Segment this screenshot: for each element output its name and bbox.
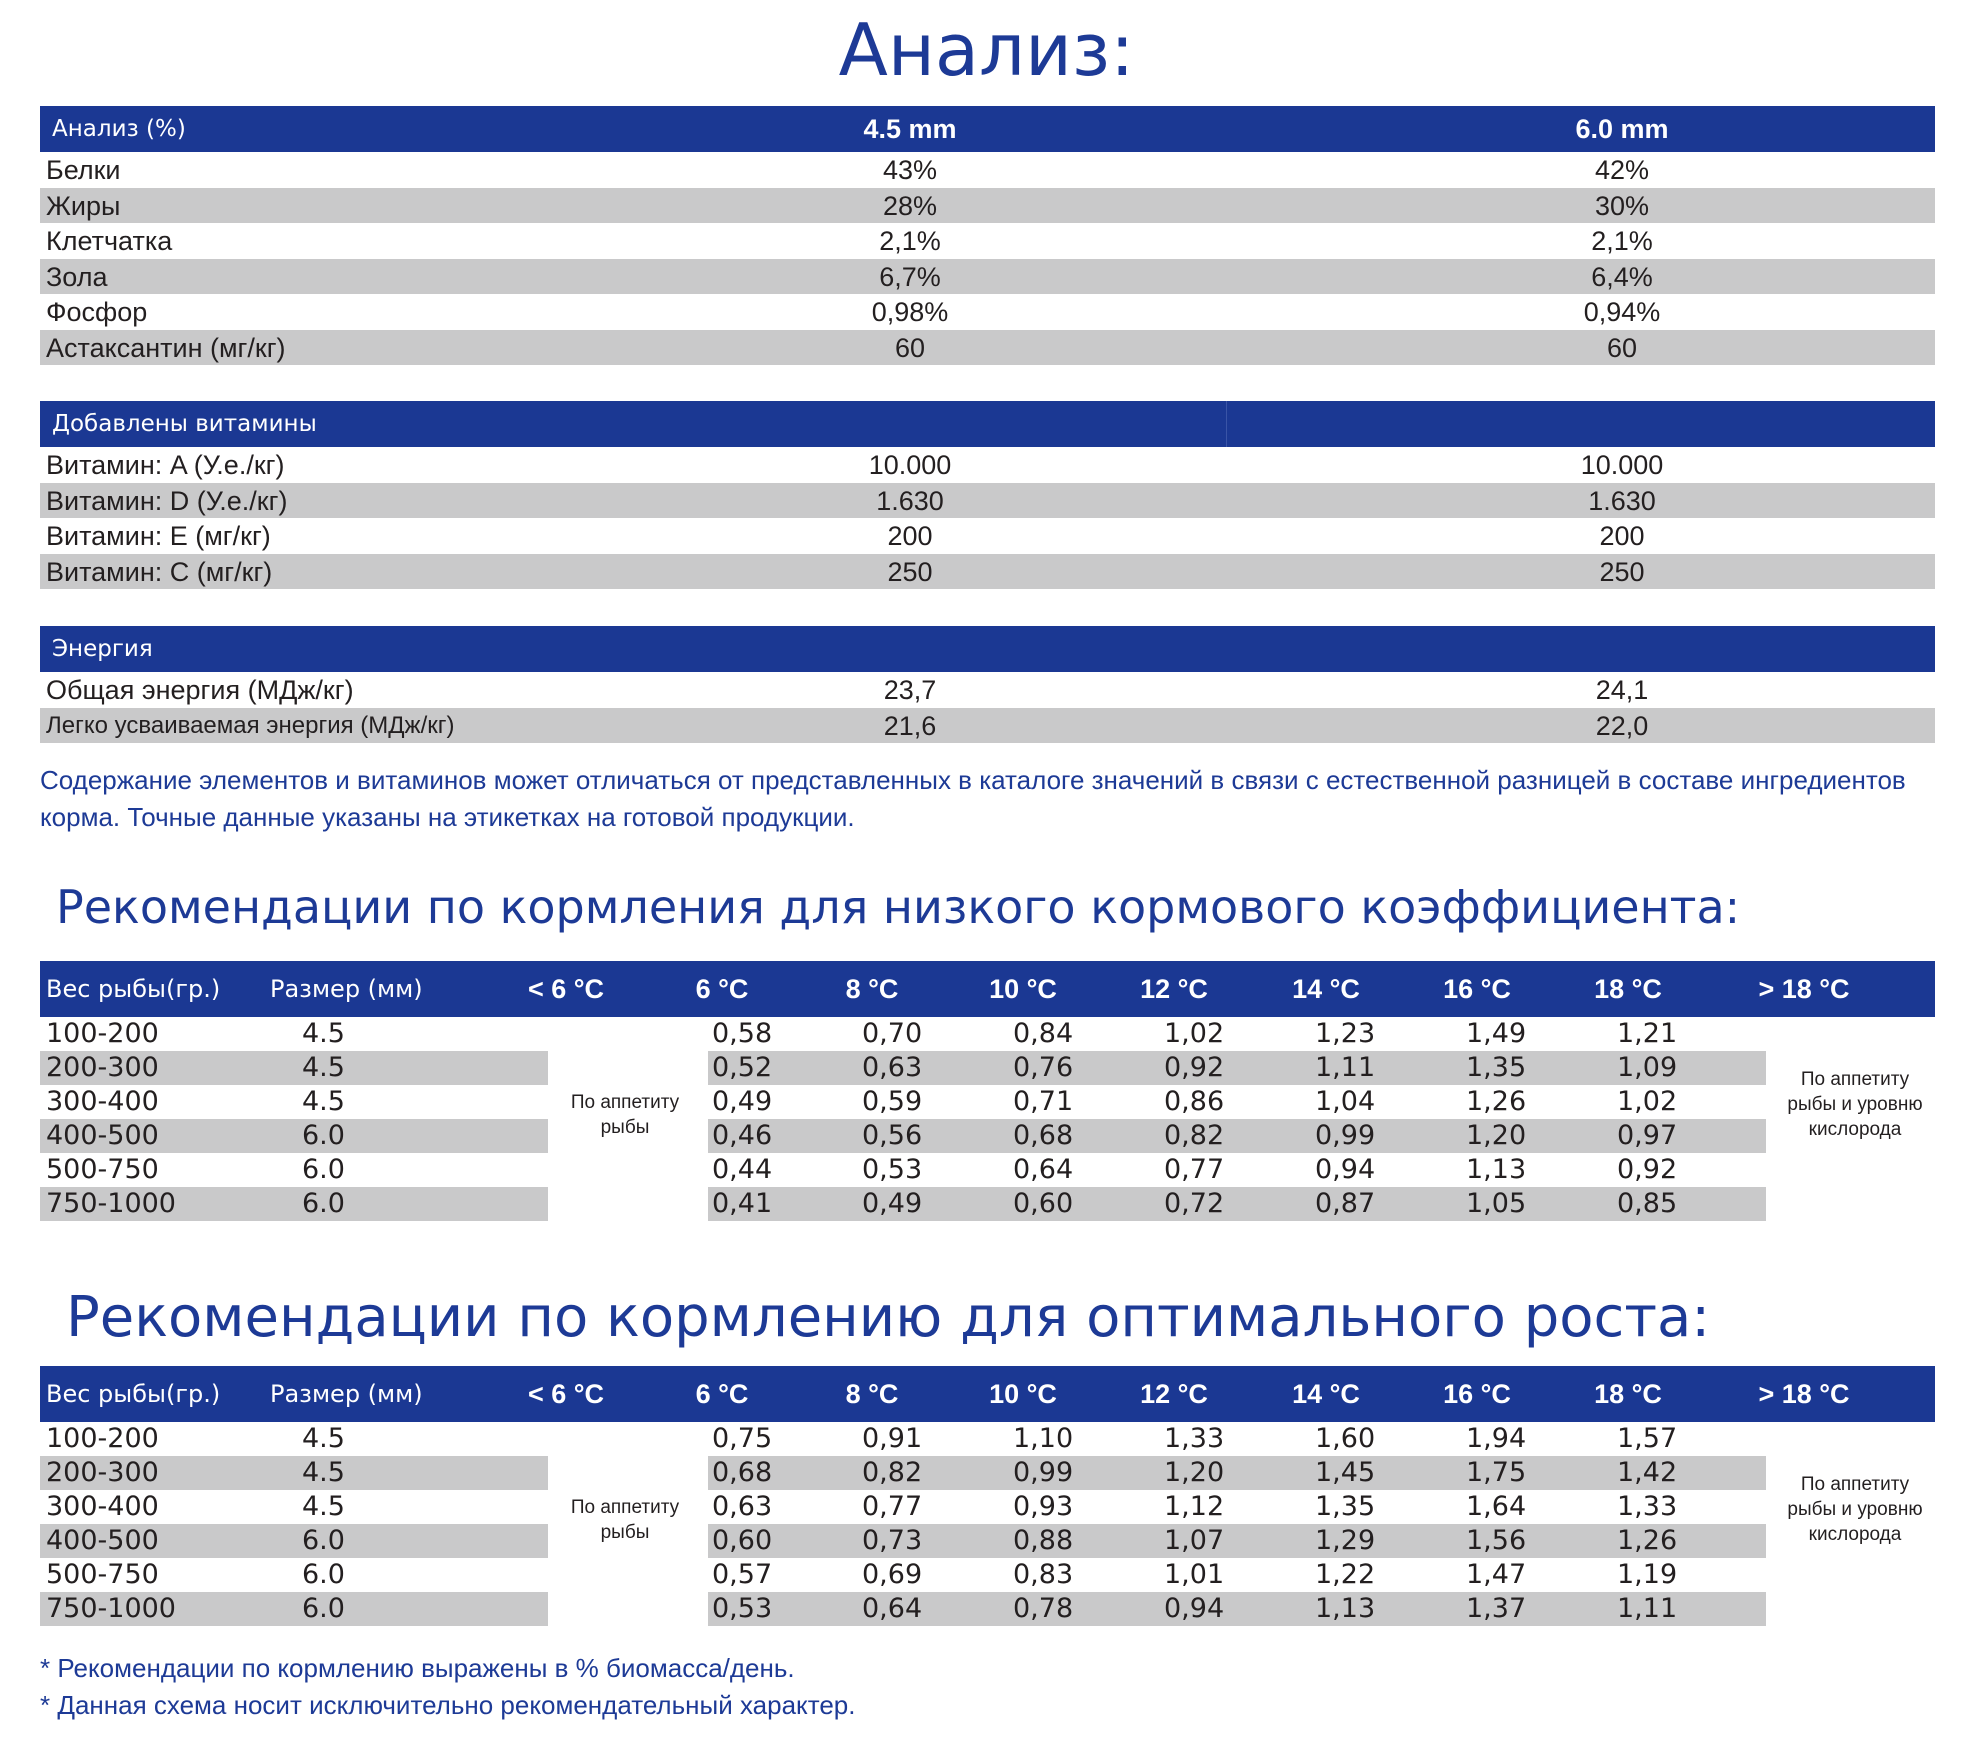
row-value: 0,86 — [1164, 1086, 1225, 1117]
optimal-title: Рекомендации по кормлению для оптимального роста: — [66, 1285, 1711, 1350]
optimal-table — [40, 1366, 1935, 1626]
row-size: 4.5 — [302, 1491, 345, 1522]
row-size: 4.5 — [302, 1052, 345, 1083]
table-row — [40, 1558, 1935, 1592]
row-value: 0,92 — [1164, 1052, 1225, 1083]
row-value-2: 24,1 — [1595, 675, 1649, 705]
row-weight: 300-400 — [46, 1491, 159, 1522]
row-value-1: 23,7 — [883, 675, 937, 705]
row-value: 0,77 — [862, 1491, 923, 1522]
header-temp: 16 °C — [1443, 974, 1511, 1004]
table-row — [40, 1524, 1935, 1558]
vitamins-header-label: Добавлены витамины — [52, 411, 317, 437]
row-label: Жиры — [46, 190, 121, 221]
row-value: 1,20 — [1466, 1120, 1527, 1151]
row-label: Астаксантин (мг/кг) — [46, 332, 286, 363]
energy-row — [40, 708, 1935, 744]
row-value: 1,12 — [1164, 1491, 1225, 1522]
row-value: 1,05 — [1466, 1188, 1527, 1219]
row-value: 1,64 — [1466, 1491, 1527, 1522]
row-value-1: 250 — [887, 556, 933, 587]
row-value: 0,94 — [1164, 1593, 1225, 1624]
row-value: 0,58 — [712, 1018, 773, 1049]
row-size: 6.0 — [302, 1154, 345, 1185]
appetite-note-left: По аппетиту рыбы — [570, 1092, 680, 1138]
row-value-2: 22,0 — [1595, 710, 1649, 741]
row-value: 0,92 — [1617, 1154, 1678, 1185]
footnote-2: * Данная схема носит исключительно рекомендательный характер. — [40, 1690, 856, 1720]
row-value: 1,94 — [1466, 1423, 1527, 1454]
row-value-1: 0,98% — [871, 297, 949, 327]
row-value-2: 0,94% — [1583, 297, 1661, 327]
row-value-1: 1.630 — [876, 485, 944, 516]
row-value-2: 30% — [1594, 190, 1650, 221]
row-value: 0,68 — [1013, 1120, 1074, 1151]
vitamins-row — [40, 554, 1935, 590]
row-size: 4.5 — [302, 1018, 345, 1049]
row-value: 0,57 — [712, 1559, 773, 1590]
row-value: 1,10 — [1013, 1423, 1074, 1454]
row-value: 1,21 — [1617, 1018, 1678, 1049]
row-value-2: 60 — [1606, 332, 1638, 363]
table-row — [40, 1422, 1935, 1456]
row-value: 1,75 — [1466, 1457, 1527, 1488]
row-size: 6.0 — [302, 1559, 345, 1590]
row-value: 1,20 — [1164, 1457, 1225, 1488]
row-weight: 400-500 — [46, 1525, 159, 1556]
disclaimer-note: Содержание элементов и витаминов может отличаться от представленных в каталоге значений в связи с естественной разницей в составе ингредиентов корма. Точные данные указаны на этикетках на готовой продукции. — [40, 765, 1906, 832]
header-temp: 14 °C — [1292, 1379, 1360, 1409]
low-fcr-table — [40, 961, 1935, 1221]
row-value: 1,60 — [1315, 1423, 1376, 1454]
row-value: 1,26 — [1466, 1086, 1527, 1117]
appetite-note-right: По аппетиту рыбы и уровню кислорода — [1787, 1069, 1923, 1140]
row-value: 1,11 — [1315, 1052, 1376, 1083]
row-value: 0,93 — [1013, 1491, 1074, 1522]
row-value: 1,09 — [1617, 1052, 1678, 1083]
row-value: 1,33 — [1617, 1491, 1678, 1522]
row-value: 0,44 — [712, 1154, 773, 1185]
row-weight: 200-300 — [46, 1052, 159, 1083]
row-value-2: 42% — [1594, 155, 1650, 185]
row-value: 0,76 — [1013, 1052, 1074, 1083]
row-value: 0,94 — [1315, 1154, 1376, 1185]
table-row — [40, 1592, 1935, 1626]
table-row — [40, 1051, 1935, 1085]
row-weight: 750-1000 — [46, 1188, 176, 1219]
row-value-2: 1.630 — [1588, 485, 1656, 516]
vitamins-table — [40, 401, 1935, 589]
row-value: 1,19 — [1617, 1559, 1678, 1590]
table-row — [40, 1153, 1935, 1187]
row-value: 0,52 — [712, 1052, 773, 1083]
row-weight: 100-200 — [46, 1018, 159, 1049]
header-divider — [1226, 401, 1227, 447]
row-weight: 500-750 — [46, 1154, 159, 1185]
header-temp: 6 °C — [695, 1379, 749, 1409]
row-value: 0,75 — [712, 1423, 773, 1454]
row-value: 0,49 — [712, 1086, 773, 1117]
row-label: Легко усваиваемая энергия (МДж/кг) — [46, 711, 455, 739]
row-value: 0,60 — [712, 1525, 773, 1556]
row-value: 1,49 — [1466, 1018, 1527, 1049]
row-value: 0,64 — [862, 1593, 923, 1624]
row-value: 0,78 — [1013, 1593, 1074, 1624]
appetite-note-right: По аппетиту рыбы и уровню кислорода — [1787, 1474, 1923, 1545]
row-value: 0,82 — [1164, 1120, 1225, 1151]
row-label: Общая энергия (МДж/кг) — [46, 675, 354, 705]
header-temp: 14 °C — [1292, 974, 1360, 1004]
row-value: 1,13 — [1315, 1593, 1376, 1624]
table-row — [40, 1085, 1935, 1119]
header-temp: 18 °C — [1594, 1379, 1662, 1409]
row-value: 0,88 — [1013, 1525, 1074, 1556]
analysis-row — [40, 152, 1935, 188]
analysis-header-col2: 6.0 mm — [1575, 114, 1669, 144]
row-label: Зола — [46, 261, 108, 292]
analysis-header — [40, 106, 1935, 152]
row-value-1: 10.000 — [868, 450, 952, 480]
row-weight: 750-1000 — [46, 1593, 176, 1624]
analysis-row — [40, 330, 1935, 366]
row-value: 0,82 — [862, 1457, 923, 1488]
row-label: Витамин: A (У.е./кг) — [46, 450, 285, 480]
row-weight: 300-400 — [46, 1086, 159, 1117]
row-size: 6.0 — [302, 1593, 345, 1624]
row-size: 6.0 — [302, 1120, 345, 1151]
header-size: Размер (мм) — [270, 975, 423, 1003]
row-value: 1,56 — [1466, 1525, 1527, 1556]
header-temp: 16 °C — [1443, 1379, 1511, 1409]
vitamins-header — [40, 401, 1935, 447]
row-value: 0,59 — [862, 1086, 923, 1117]
energy-table — [40, 626, 1935, 743]
row-weight: 500-750 — [46, 1559, 159, 1590]
analysis-row — [40, 259, 1935, 295]
table-row — [40, 1456, 1935, 1490]
row-value: 0,46 — [712, 1120, 773, 1151]
row-value-1: 200 — [887, 521, 933, 551]
row-value-2: 200 — [1599, 521, 1645, 551]
page-title: Анализ: — [838, 8, 1135, 92]
table-row — [40, 1017, 1935, 1051]
header-weight: Вес рыбы(гр.) — [46, 1380, 221, 1408]
row-value-2: 2,1% — [1591, 226, 1653, 256]
vitamins-row — [40, 483, 1935, 519]
row-value: 0,91 — [862, 1423, 923, 1454]
analysis-row — [40, 294, 1935, 330]
row-value-1: 2,1% — [879, 226, 941, 256]
feeding-header — [40, 1366, 1935, 1422]
row-label: Витамин: D (У.е./кг) — [46, 485, 288, 516]
row-value-1: 6,7% — [879, 261, 941, 292]
row-value-1: 60 — [894, 332, 926, 363]
row-value: 1,47 — [1466, 1559, 1527, 1590]
row-label: Фосфор — [46, 297, 148, 327]
header-temp: 12 °C — [1140, 1379, 1208, 1409]
row-size: 6.0 — [302, 1188, 345, 1219]
header-temp: 10 °C — [989, 974, 1057, 1004]
row-value: 1,07 — [1164, 1525, 1225, 1556]
header-size: Размер (мм) — [270, 1380, 423, 1408]
row-value: 1,35 — [1315, 1491, 1376, 1522]
vitamins-row — [40, 447, 1935, 483]
row-value: 1,57 — [1617, 1423, 1678, 1454]
row-value: 1,26 — [1617, 1525, 1678, 1556]
row-value: 0,72 — [1164, 1188, 1225, 1219]
row-value: 1,37 — [1466, 1593, 1527, 1624]
header-temp: < 6 °C — [527, 1379, 605, 1409]
row-value: 0,64 — [1013, 1154, 1074, 1185]
header-temp: 8 °C — [845, 974, 899, 1004]
energy-row — [40, 672, 1935, 708]
row-value: 1,04 — [1315, 1086, 1376, 1117]
vitamins-row — [40, 518, 1935, 554]
header-temp: < 6 °C — [527, 974, 605, 1004]
row-label: Белки — [46, 155, 121, 185]
row-label: Витамин: C (мг/кг) — [46, 556, 273, 587]
header-temp: > 18 °C — [1758, 1379, 1850, 1409]
row-size: 4.5 — [302, 1423, 345, 1454]
header-weight: Вес рыбы(гр.) — [46, 975, 221, 1003]
table-row — [40, 1119, 1935, 1153]
header-temp: > 18 °C — [1758, 974, 1850, 1004]
row-value: 1,13 — [1466, 1154, 1527, 1185]
appetite-note-left: По аппетиту рыбы — [570, 1497, 680, 1543]
row-value: 0,87 — [1315, 1188, 1376, 1219]
row-value: 0,63 — [862, 1052, 923, 1083]
row-value: 0,99 — [1013, 1457, 1074, 1488]
row-value: 0,73 — [862, 1525, 923, 1556]
header-temp: 18 °C — [1594, 974, 1662, 1004]
row-value: 0,56 — [862, 1120, 923, 1151]
row-value: 1,45 — [1315, 1457, 1376, 1488]
row-value: 1,42 — [1617, 1457, 1678, 1488]
row-value: 1,33 — [1164, 1423, 1225, 1454]
row-value: 1,02 — [1617, 1086, 1678, 1117]
row-value: 0,68 — [712, 1457, 773, 1488]
row-value: 0,84 — [1013, 1018, 1074, 1049]
row-value: 1,01 — [1164, 1559, 1225, 1590]
low-fcr-title: Рекомендации по кормления для низкого кормового коэффициента: — [56, 880, 1741, 934]
row-value: 1,23 — [1315, 1018, 1376, 1049]
row-size: 6.0 — [302, 1525, 345, 1556]
analysis-row — [40, 223, 1935, 259]
row-label: Витамин: E (мг/кг) — [46, 521, 271, 551]
row-value-2: 250 — [1599, 556, 1645, 587]
energy-header — [40, 626, 1935, 672]
row-value: 0,53 — [862, 1154, 923, 1185]
row-value: 0,41 — [712, 1188, 773, 1219]
row-size: 4.5 — [302, 1457, 345, 1488]
row-value: 0,63 — [712, 1491, 773, 1522]
row-value: 0,69 — [862, 1559, 923, 1590]
table-row — [40, 1490, 1935, 1524]
analysis-table — [40, 106, 1935, 365]
row-label: Клетчатка — [46, 226, 173, 256]
row-value: 1,35 — [1466, 1052, 1527, 1083]
energy-header-label: Энергия — [52, 636, 153, 662]
analysis-header-col1: 4.5 mm — [863, 114, 957, 144]
row-weight: 200-300 — [46, 1457, 159, 1488]
row-value: 0,60 — [1013, 1188, 1074, 1219]
row-value: 0,49 — [862, 1188, 923, 1219]
header-temp: 10 °C — [989, 1379, 1057, 1409]
analysis-header-label: Анализ (%) — [52, 116, 186, 142]
header-temp: 8 °C — [845, 1379, 899, 1409]
row-weight: 400-500 — [46, 1120, 159, 1151]
row-value: 0,70 — [862, 1018, 923, 1049]
row-size: 4.5 — [302, 1086, 345, 1117]
row-value: 1,11 — [1617, 1593, 1678, 1624]
header-temp: 12 °C — [1140, 974, 1208, 1004]
row-value-1: 43% — [882, 155, 938, 185]
row-value: 1,29 — [1315, 1525, 1376, 1556]
row-value: 1,22 — [1315, 1559, 1376, 1590]
row-value: 1,02 — [1164, 1018, 1225, 1049]
row-value-2: 6,4% — [1591, 261, 1653, 292]
row-value: 0,85 — [1617, 1188, 1678, 1219]
row-value: 0,53 — [712, 1593, 773, 1624]
row-value-2: 10.000 — [1580, 450, 1664, 480]
row-value: 0,99 — [1315, 1120, 1376, 1151]
row-value: 0,97 — [1617, 1120, 1678, 1151]
analysis-row — [40, 188, 1935, 224]
row-weight: 100-200 — [46, 1423, 159, 1454]
row-value-1: 28% — [882, 190, 938, 221]
header-temp: 6 °C — [695, 974, 749, 1004]
row-value-1: 21,6 — [883, 710, 937, 741]
table-row — [40, 1187, 1935, 1221]
row-value: 0,77 — [1164, 1154, 1225, 1185]
row-value: 0,83 — [1013, 1559, 1074, 1590]
feeding-header — [40, 961, 1935, 1017]
row-value: 0,71 — [1013, 1086, 1074, 1117]
footnote-1: * Рекомендации по кормлению выражены в % биомасса/день. — [40, 1653, 795, 1683]
